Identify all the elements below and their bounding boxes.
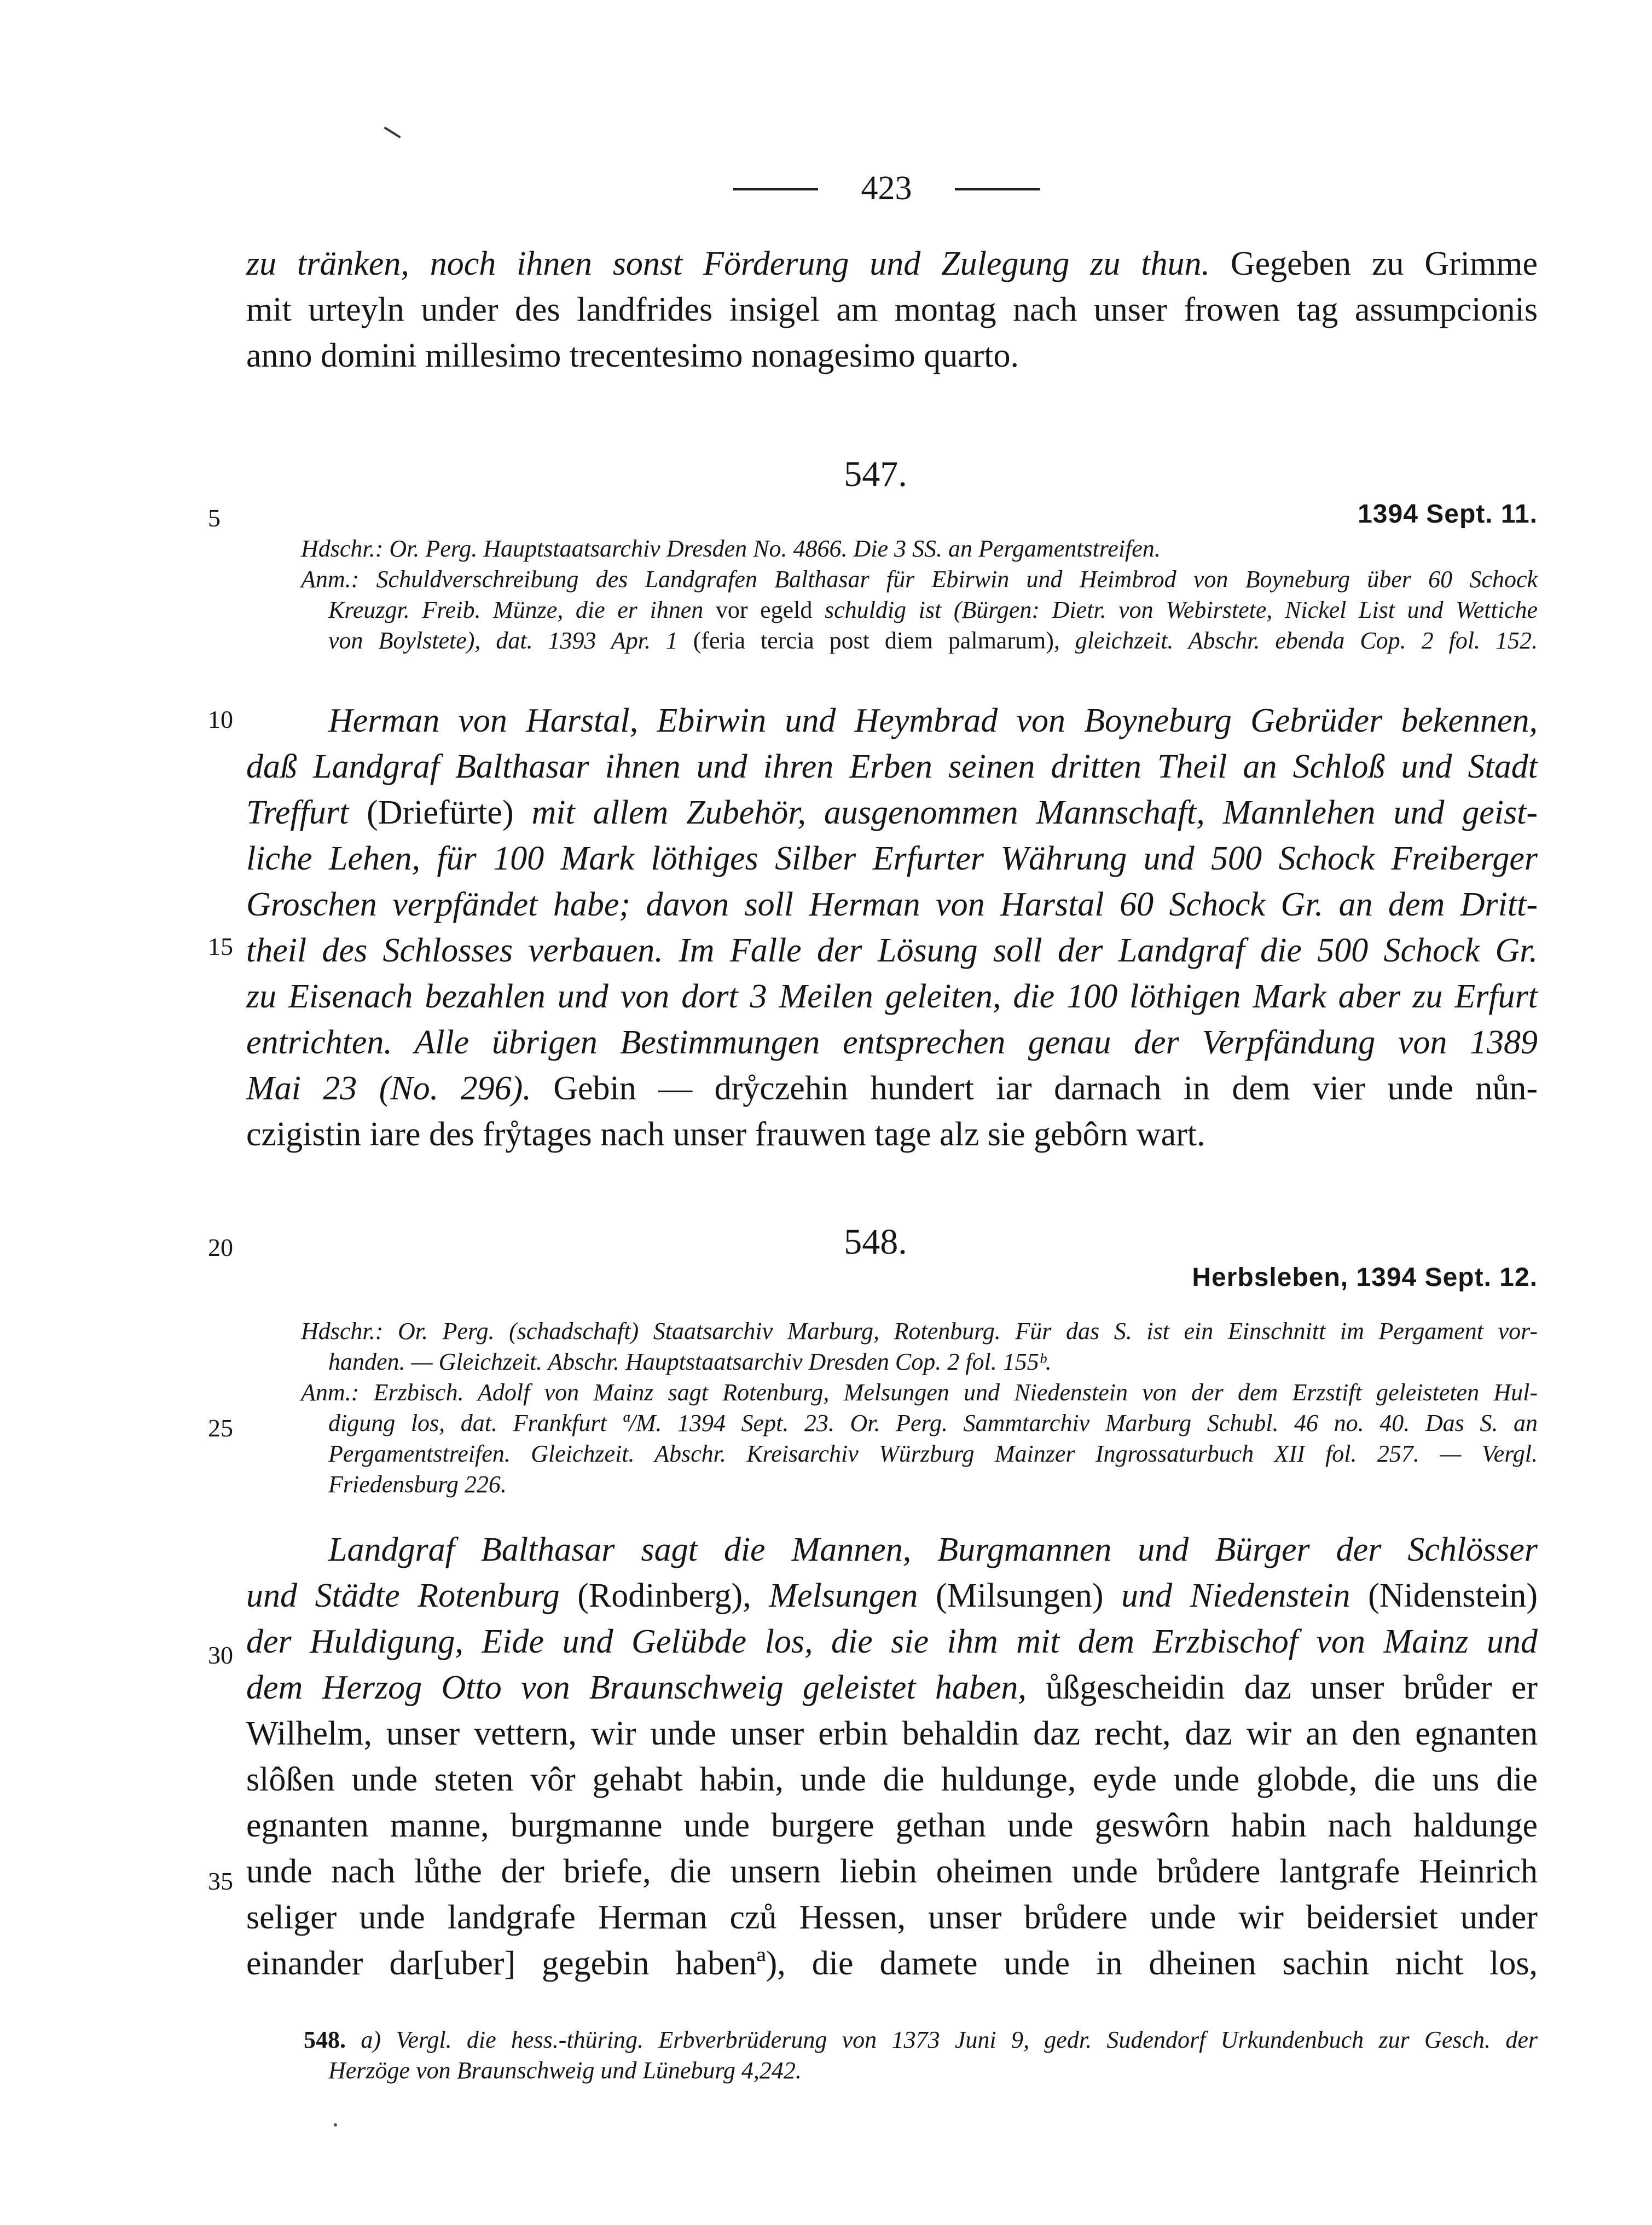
regest-line — [246, 790, 1538, 836]
roman-text: (Nidenstein) — [1350, 1577, 1538, 1614]
italic-text: Anm.: Erzbisch. Adolf von Mainz sagt Rotenburg, Melsungen und Niedenstein von der dem Erzstift geleisteten Hul- — [301, 1379, 1538, 1406]
roman-text: czigistin iare des frẙtages nach unser frauwen tage alz sie gebôrn wart. — [246, 1116, 1205, 1153]
header-dash-right — [955, 188, 1040, 190]
source-note-line — [328, 595, 1538, 625]
regest-line — [328, 698, 1538, 744]
roman-text: unde nach lůthe der briefe, die unsern liebin oheimen unde brůdere lantgrafe Heinrich — [246, 1853, 1538, 1890]
roman-text: mit urteyln under des landfrides insigel am montag nach unser frowen tag assumpcionis — [246, 291, 1538, 328]
roman-text: egnanten manne, burgmanne unde burgere gethan unde geswôrn habin nach haldunge — [246, 1807, 1538, 1844]
text-line — [246, 241, 1538, 287]
regest-line — [246, 1619, 1538, 1665]
regest-line — [246, 1065, 1538, 1111]
source-note-line — [328, 1347, 1538, 1377]
italic-text: Kreuzgr. Freib. Münze, die er ihnen — [328, 596, 716, 623]
text-line — [246, 333, 1538, 379]
line-number: 25 — [208, 1414, 233, 1442]
text-line — [246, 287, 1538, 333]
italic-text: schuldig ist (Bürgen: Dietr. von Webirstete, Nickel List und Wettiche — [812, 596, 1538, 623]
scan-mark — [384, 126, 401, 138]
page-number: 423 — [861, 170, 912, 207]
regest-line — [246, 744, 1538, 790]
document-date: 1394 Sept. 11. — [1358, 500, 1538, 529]
source-note-line — [301, 1377, 1538, 1408]
roman-text: (Milsungen) — [918, 1577, 1122, 1614]
italic-text: von Boylstete), dat. 1393 Apr. 1 — [328, 627, 693, 654]
roman-text: ůßgescheidin daz unser brůder er — [1026, 1669, 1538, 1706]
roman-text: (feria tercia post diem palmarum), — [693, 627, 1060, 654]
italic-text: Herman von Harstal, Ebirwin und Heymbrad von Boyneburg Gebrüder bekennen, — [328, 702, 1538, 739]
italic-text: Friedensburg 226. — [328, 1471, 507, 1498]
regest-line — [246, 1019, 1538, 1065]
document-number: 548. — [844, 1222, 907, 1262]
footnote-label: 548. — [304, 2026, 346, 2053]
italic-text: liche Lehen, für 100 Mark löthiges Silber Erfurter Währung und 500 Schock Freiberger — [246, 840, 1538, 877]
italic-text: Groschen verpfändet habe; davon soll Herman von Harstal 60 Schock Gr. an dem Dritt- — [246, 886, 1538, 923]
page-header — [733, 166, 1040, 210]
regest-line — [246, 882, 1538, 928]
line-number: 5 — [208, 504, 221, 532]
document-number: 547. — [844, 454, 907, 494]
regest-line — [246, 1940, 1538, 1986]
italic-text: Anm.: Schuldverschreibung des Landgrafen Balthasar für Ebirwin und Heimbrod von Boyneburg über 60 Schock — [301, 566, 1538, 593]
source-note-line — [301, 534, 1538, 564]
regest-line — [246, 1803, 1538, 1849]
italic-text: gleichzeit. Abschr. ebenda Cop. 2 fol. 152. — [1059, 627, 1538, 654]
line-number: 30 — [208, 1641, 233, 1669]
roman-text: Gebin — drẙczehin hundert iar darnach in dem vier unde nůn- — [531, 1070, 1538, 1107]
regest-line — [246, 1111, 1538, 1157]
footnote-line: Herzöge von Braunschweig und Lüneburg 4,242. — [328, 2057, 802, 2084]
footnote-line — [304, 2025, 1538, 2055]
italic-text: mit allem Zubehör, ausgenommen Mannschaft, Mannlehen und geist- — [531, 794, 1538, 831]
source-note-line — [328, 1439, 1538, 1469]
roman-text: vor egeld — [715, 596, 813, 623]
roman-text: slôßen unde steten vôr gehabt habin, unde die huldunge, eyde unde globde, die uns die — [246, 1761, 1538, 1798]
document-date: Herbsleben, 1394 Sept. 12. — [1192, 1263, 1538, 1292]
italic-text: digung los, dat. Frankfurt ª/M. 1394 Sept. 23. Or. Perg. Sammtarchiv Marburg Schubl. 46 no. 40. Das S. an — [328, 1410, 1538, 1436]
source-note-line — [328, 1469, 1538, 1500]
italic-text: zu Eisenach bezahlen und von dort 3 Meilen geleiten, die 100 löthigen Mark aber zu Erfurt — [246, 978, 1538, 1015]
italic-text: und Städte Rotenburg — [246, 1577, 560, 1614]
italic-text: Mai 23 (No. 296). — [246, 1070, 531, 1107]
line-number: 15 — [208, 932, 233, 960]
roman-text: einander dar[uber] gegebin habenª), die damete unde in dheinen sachin nicht los, — [246, 1945, 1538, 1982]
regest-line — [246, 1757, 1538, 1803]
regest-line — [246, 928, 1538, 974]
italic-text: zu tränken, noch ihnen sonst Förderung und Zulegung zu thun. — [246, 245, 1210, 282]
italic-text: daß Landgraf Balthasar ihnen und ihren Erben seinen dritten Theil an Schloß und Stadt — [246, 748, 1538, 785]
source-note-line — [301, 564, 1538, 595]
regest-line — [246, 1711, 1538, 1757]
regest-line — [246, 1894, 1538, 1940]
roman-text: Gegeben zu Grimme — [1209, 245, 1538, 282]
roman-text: anno domini millesimo trecentesimo nonagesimo quarto. — [246, 337, 1019, 374]
roman-text: (Driefürte) — [349, 794, 532, 831]
line-number: 20 — [208, 1233, 233, 1261]
regest-line — [246, 1573, 1538, 1619]
regest-line — [246, 836, 1538, 882]
scan-speck — [334, 2123, 337, 2127]
line-number: 35 — [208, 1867, 233, 1895]
source-note-line — [328, 625, 1538, 656]
italic-text: Treffurt — [246, 794, 349, 831]
italic-text: Pergamentstreifen. Gleichzeit. Abschr. Kreisarchiv Würzburg Mainzer Ingrossaturbuch XII fol. 257. — Vergl. — [328, 1440, 1538, 1467]
italic-text: handen. — Gleichzeit. Abschr. Hauptstaatsarchiv Dresden Cop. 2 fol. 155ᵇ. — [328, 1348, 1052, 1375]
source-note-line — [328, 1408, 1538, 1439]
italic-text: Hdschr.: Or. Perg. Hauptstaatsarchiv Dresden No. 4866. Die 3 SS. an Pergamentstreifen. — [301, 535, 1161, 562]
source-note-line — [301, 1316, 1538, 1347]
line-number: 10 — [208, 705, 233, 733]
italic-text: theil des Schlosses verbauen. Im Falle der Lösung soll der Landgraf die 500 Schock Gr. — [246, 932, 1538, 969]
regest-line — [246, 974, 1538, 1019]
italic-text: Melsungen — [769, 1577, 918, 1614]
roman-text: seliger unde landgrafe Herman czů Hessen, unser brůdere unde wir beidersiet under — [246, 1899, 1538, 1936]
italic-text: und Niedenstein — [1121, 1577, 1350, 1614]
italic-text: entrichten. Alle übrigen Bestimmungen entsprechen genau der Verpfändung von 1389 — [246, 1024, 1538, 1061]
regest-line — [246, 1849, 1538, 1894]
italic-text: Hdschr.: Or. Perg. (schadschaft) Staatsarchiv Marburg, Rotenburg. Für das S. ist ein Einschnitt im Pergament vor- — [301, 1318, 1538, 1345]
italic-text: Landgraf Balthasar sagt die Mannen, Burgmannen und Bürger der Schlösser — [328, 1531, 1538, 1568]
footnote-text: a) Vergl. die hess.-thüring. Erbverbrüderung von 1373 Juni 9, gedr. Sudendorf Urkundenbuch zur Gesch. der — [361, 2026, 1538, 2053]
italic-text: dem Herzog Otto von Braunschweig geleistet haben, — [246, 1669, 1027, 1706]
roman-text: (Rodinberg), — [559, 1577, 769, 1614]
regest-line — [328, 1527, 1538, 1573]
regest-line — [246, 1665, 1538, 1711]
roman-text: Wilhelm, unser vettern, wir unde unser erbin behaldin daz recht, daz wir an den egnanten — [246, 1715, 1538, 1752]
italic-text: der Huldigung, Eide und Gelübde los, die sie ihm mit dem Erzbischof von Mainz und — [246, 1623, 1538, 1660]
